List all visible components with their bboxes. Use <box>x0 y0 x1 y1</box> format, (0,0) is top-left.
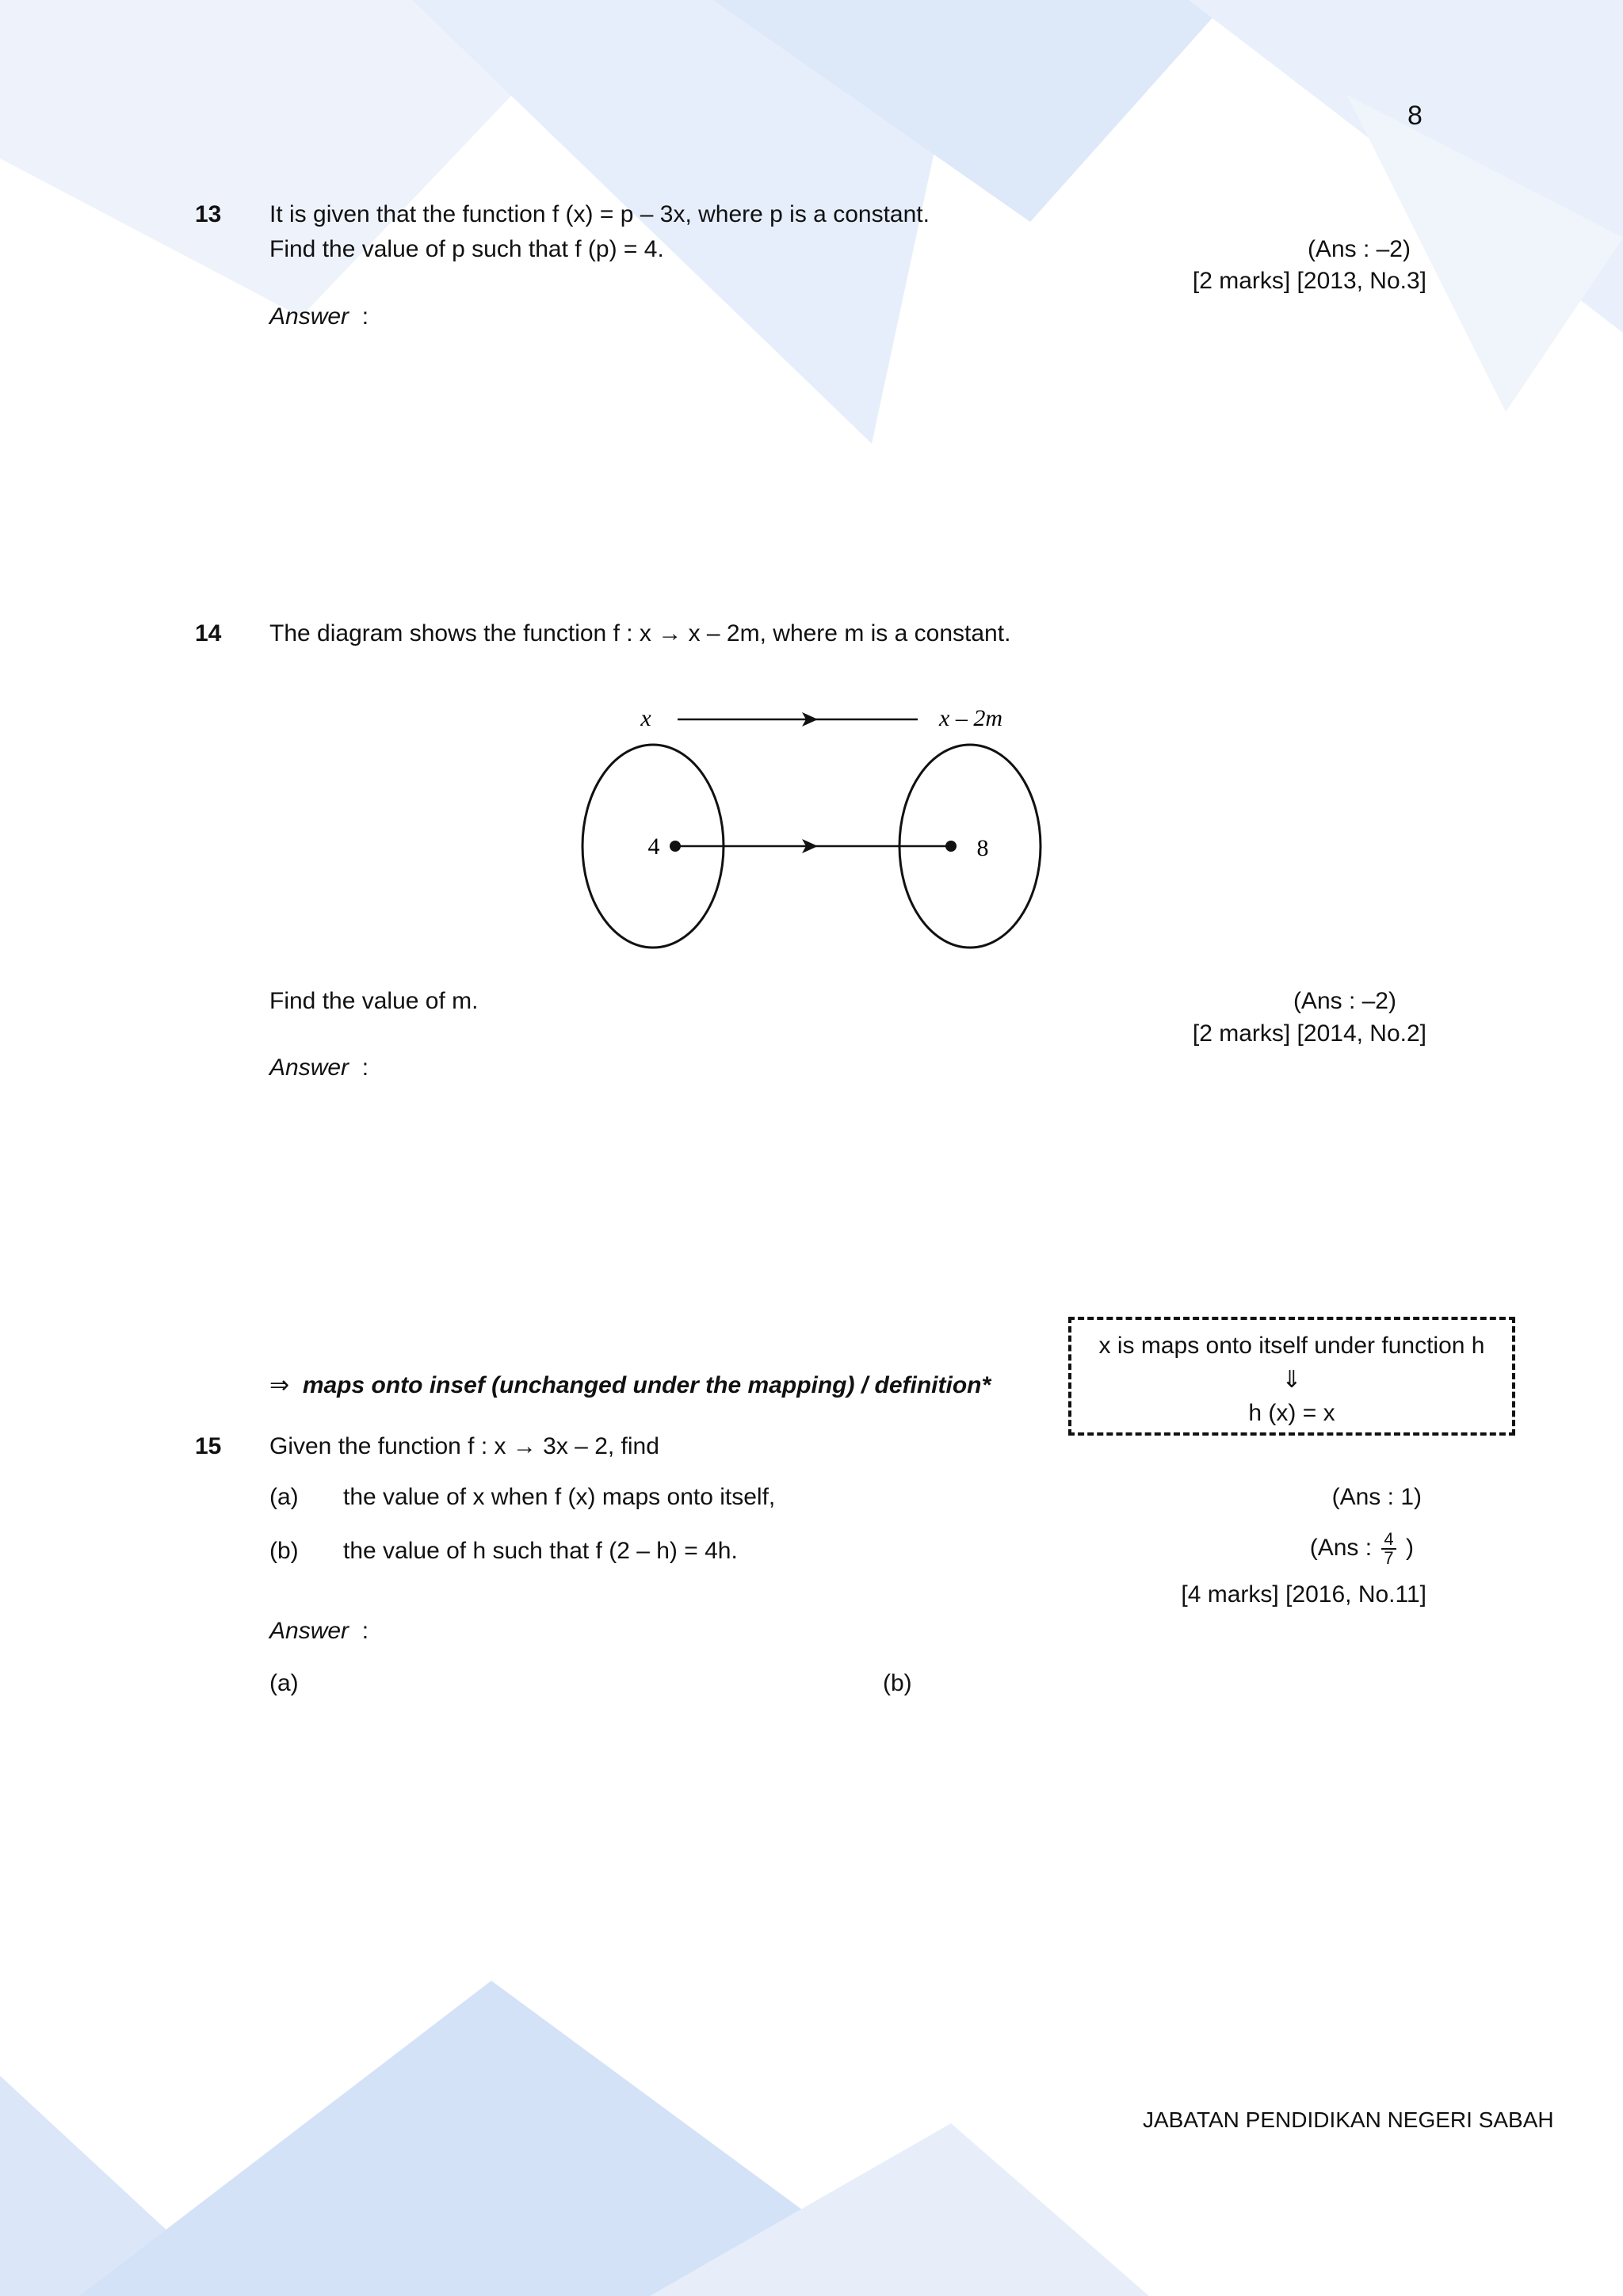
codomain-label: x – 2m <box>939 705 1002 731</box>
question-15b-label: (b) <box>269 1538 299 1564</box>
question-14-task: Find the value of m. <box>269 988 479 1014</box>
answer-part-a-label: (a) <box>269 1670 299 1696</box>
question-14-number: 14 <box>195 620 222 646</box>
question-15b-text: the value of h such that f (2 – h) = 4h. <box>343 1538 738 1564</box>
question-15a-label: (a) <box>269 1484 299 1510</box>
domain-label: x <box>640 705 651 731</box>
question-15a-text: the value of x when f (x) maps onto itself, <box>343 1484 776 1510</box>
question-13-statement: It is given that the function f (x) = p – 3x, where p is a constant. <box>269 201 930 227</box>
question-13-task: Find the value of p such that f (p) = 4. <box>269 236 664 262</box>
domain-element-4: 4 <box>647 833 660 860</box>
question-13-answer-hint: (Ans : –2) <box>1307 236 1411 262</box>
question-13-marks: [2 marks] [2013, No.3] <box>1192 268 1426 294</box>
question-14-marks: [2 marks] [2014, No.2] <box>1192 1020 1426 1047</box>
mapping-diagram <box>571 697 1062 959</box>
question-15b-answer-hint: (Ans : $\frac{4}{7}$ ) <box>1309 1529 1414 1568</box>
question-14-answer-label: Answer : <box>269 1055 369 1081</box>
implies-arrow: ⇒ <box>269 1372 290 1398</box>
definition-box-line2: h (x) = x <box>1248 1400 1335 1426</box>
definition-text: maps onto insef (unchanged under the mapping) / definition* <box>302 1372 991 1398</box>
question-15-number: 15 <box>195 1433 222 1459</box>
answer-fraction: $\frac{4}{7}$ <box>1381 1531 1396 1567</box>
answer-part-b-label: (b) <box>883 1670 912 1696</box>
question-13-number: 13 <box>195 201 222 227</box>
question-15-answer-label: Answer : <box>269 1618 369 1644</box>
definition-note <box>269 1371 991 1400</box>
definition-box-line1: x is maps onto itself under function h <box>1098 1333 1485 1359</box>
page-number: 8 <box>1407 101 1423 131</box>
footer-text: JABATAN PENDIDIKAN NEGERI SABAH <box>1143 2107 1554 2132</box>
question-15-statement: Given the function f : x → 3x – 2, find <box>269 1433 659 1459</box>
question-15a-answer-hint: (Ans : 1) <box>1331 1484 1422 1510</box>
down-implies-arrow: ⇓ <box>1281 1367 1302 1393</box>
codomain-element-8: 8 <box>976 835 989 861</box>
question-15-marks: [4 marks] [2016, No.11] <box>1181 1581 1426 1608</box>
question-13-answer-label: Answer : <box>269 303 369 330</box>
question-14-answer-hint: (Ans : –2) <box>1293 988 1396 1014</box>
question-14-statement: The diagram shows the function f : x → x – 2m, where m is a constant. <box>269 620 1011 646</box>
